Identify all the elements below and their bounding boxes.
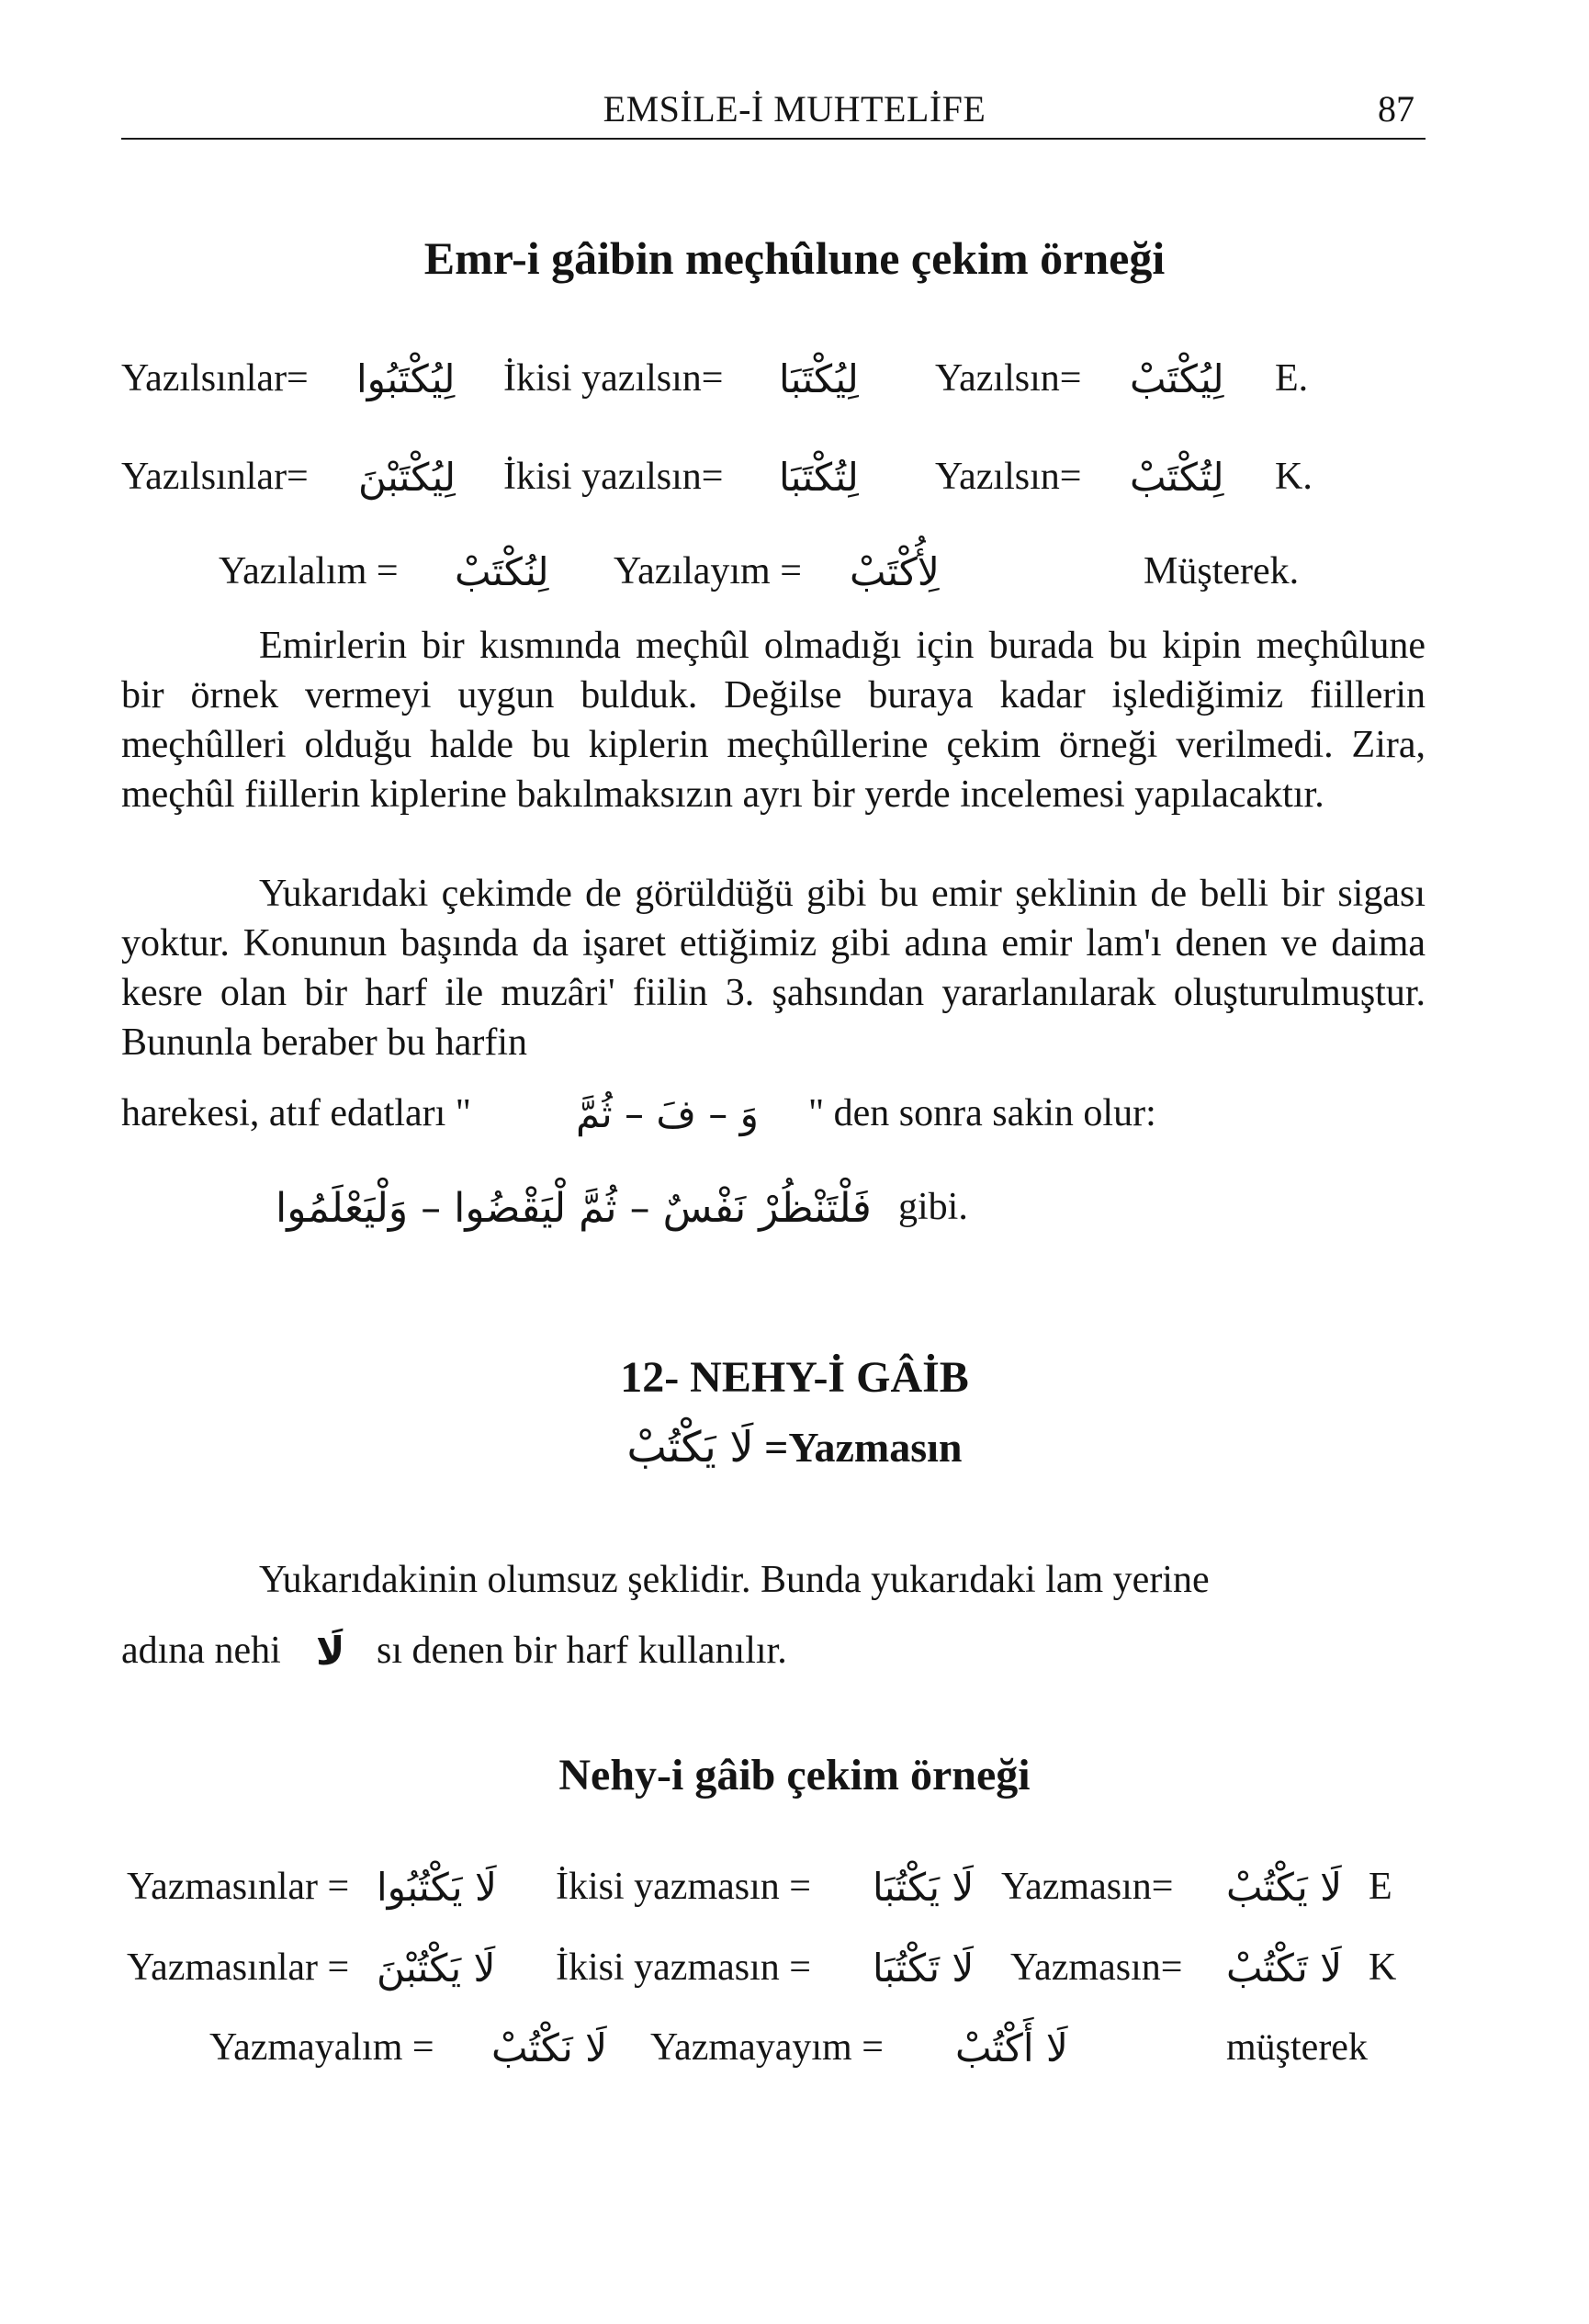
arabic-form: لَا يَكْتُبَا (873, 1865, 975, 1910)
la-arabic: لَا (316, 1629, 345, 1674)
examples-line (0, 1185, 1589, 1246)
text-after-conjunctions: " den sonra sakin olur: (808, 1092, 1156, 1134)
label-singular: Yazılsın= (935, 456, 1082, 498)
paragraph-explanation-2: Yukarıdaki çekimde de görüldüğü gibi bu emir şeklinin de belli bir sigası yoktur. Konunun başında da işaret ettiğimiz gibi adına emir lam'ı denen ve daima kesre olan bir harf ile muzâri' fiilin 3. şahsından yararlanılarak oluşturulmuştur. Bununla beraber bu harfin (121, 873, 1426, 1064)
arabic-form: لِتُكْتَبْ (1130, 455, 1224, 500)
nehy-conjugation-row-3 (0, 2025, 1589, 2081)
label-dual: İkisi yazmasın = (556, 1946, 811, 1989)
header-rule (121, 138, 1426, 140)
subtitle-arabic: لَا يَكْتُبْ (626, 1422, 754, 1472)
arabic-form: لِيُكْتَبْنَ (358, 455, 456, 500)
label-common: müşterek (1226, 2026, 1368, 2069)
label-singular: Yazılsın= (935, 357, 1082, 400)
gender-marker: E (1369, 1866, 1392, 1908)
paragraph-line-conjunctions (121, 1091, 1426, 1146)
label-dual: İkisi yazmasın = (556, 1866, 811, 1908)
arabic-form: لَا نَكْتُبْ (491, 2025, 608, 2070)
conjugation-row-3 (0, 549, 1589, 604)
label-plural: Yazılsınlar= (121, 357, 309, 400)
paragraph-explanation-1: Emirlerin bir kısmında meçhûl olmadığı için burada bu kipin meçhûlune bir örnek vermeyi uygun bulduk. Değilse buraya kadar işlediğimiz fiillerin meçhûlleri olduğu halde bu kiplerin meçhûllerine çekim örneği verilmedi. Zira, meçhûl fiillerin kiplerine bakılmaksızın ayrı bir yerde incelemesi yapılacaktır. (121, 625, 1426, 816)
arabic-form: لِيُكْتَبَا (779, 356, 859, 401)
arabic-form: لَا يَكْتُبْنَ (377, 1946, 496, 1991)
arabic-form: لَا يَكْتُبُوا (377, 1865, 497, 1910)
arabic-form: لَا تَكْتُبَا (873, 1946, 975, 1991)
label-plural: Yazmasınlar = (127, 1866, 350, 1908)
label-plural: Yazılsınlar= (121, 456, 309, 498)
label-common: Müşterek. (1144, 550, 1300, 592)
gender-marker: E. (1275, 357, 1309, 400)
paragraph-nehy-1: Yukarıdakinin olumsuz şeklidir. Bunda yukarıdaki lam yerine (259, 1559, 1210, 1601)
label-first-plural: Yazılalım = (219, 550, 399, 592)
paragraph-nehy-2 (121, 1629, 1426, 1684)
label-first-plural: Yazmayalım = (209, 2026, 434, 2069)
conjugation-row-1 (0, 356, 1589, 412)
arabic-form: لِيُكْتَبْ (1130, 356, 1224, 401)
text-after-la: sı denen bir harf kullanılır. (377, 1630, 787, 1672)
label-singular: Yazmasın= (1001, 1866, 1174, 1908)
nehy-conjugation-row-2 (0, 1946, 1589, 2001)
arabic-form: لِأُكْتَبْ (850, 549, 940, 594)
section-title-nehy-gaib-cekim: Nehy-i gâib çekim örneği (558, 1751, 1031, 1799)
subtitle-translation: =Yazmasın (764, 1424, 963, 1471)
arabic-form: لِيُكْتَبُوا (356, 356, 456, 401)
arabic-form: لَا يَكْتُبْ (1226, 1865, 1343, 1910)
text-before-la: adına nehi (121, 1630, 281, 1672)
text-before-conjunctions: harekesi, atıf edatları " (121, 1092, 471, 1134)
gender-marker: K (1369, 1946, 1397, 1989)
label-dual: İkisi yazılsın= (503, 456, 724, 498)
gender-marker: K. (1275, 456, 1313, 498)
section-title-emr-gaib-mechul: Emr-i gâibin meçhûlune çekim örneği (423, 232, 1166, 284)
label-first-singular: Yazılayım = (614, 550, 802, 592)
examples-suffix: gibi. (898, 1186, 968, 1228)
arabic-form: لَا أَكْتُبْ (955, 2025, 1068, 2070)
conjugation-row-2 (0, 455, 1589, 510)
label-singular: Yazmasın= (1010, 1946, 1183, 1989)
section-subtitle-line (0, 1422, 1589, 1472)
running-header-title: EMSİLE-İ MUHTELİFE (603, 88, 986, 130)
page-number: 87 (1378, 88, 1414, 130)
label-plural: Yazmasınlar = (127, 1946, 350, 1989)
arabic-form: لَا تَكْتُبْ (1226, 1946, 1343, 1991)
examples-arabic: فَلْتَنْظُرْ نَفْسٌ – ثُمَّ لْيَقْضُوا – وَلْيَعْلَمُوا (276, 1185, 872, 1232)
arabic-form: لِنُكْتَبْ (455, 549, 549, 594)
arabic-form: لِتُكْتَبَا (779, 455, 859, 500)
conjunctions-arabic: وَ – فَ – ثُمَّ (576, 1091, 759, 1136)
label-dual: İkisi yazılsın= (503, 357, 724, 400)
section-title-nehy-gaib: 12- NEHY-İ GÂİB (620, 1353, 969, 1402)
nehy-conjugation-row-1 (0, 1865, 1589, 1920)
label-first-singular: Yazmayayım = (650, 2026, 884, 2069)
